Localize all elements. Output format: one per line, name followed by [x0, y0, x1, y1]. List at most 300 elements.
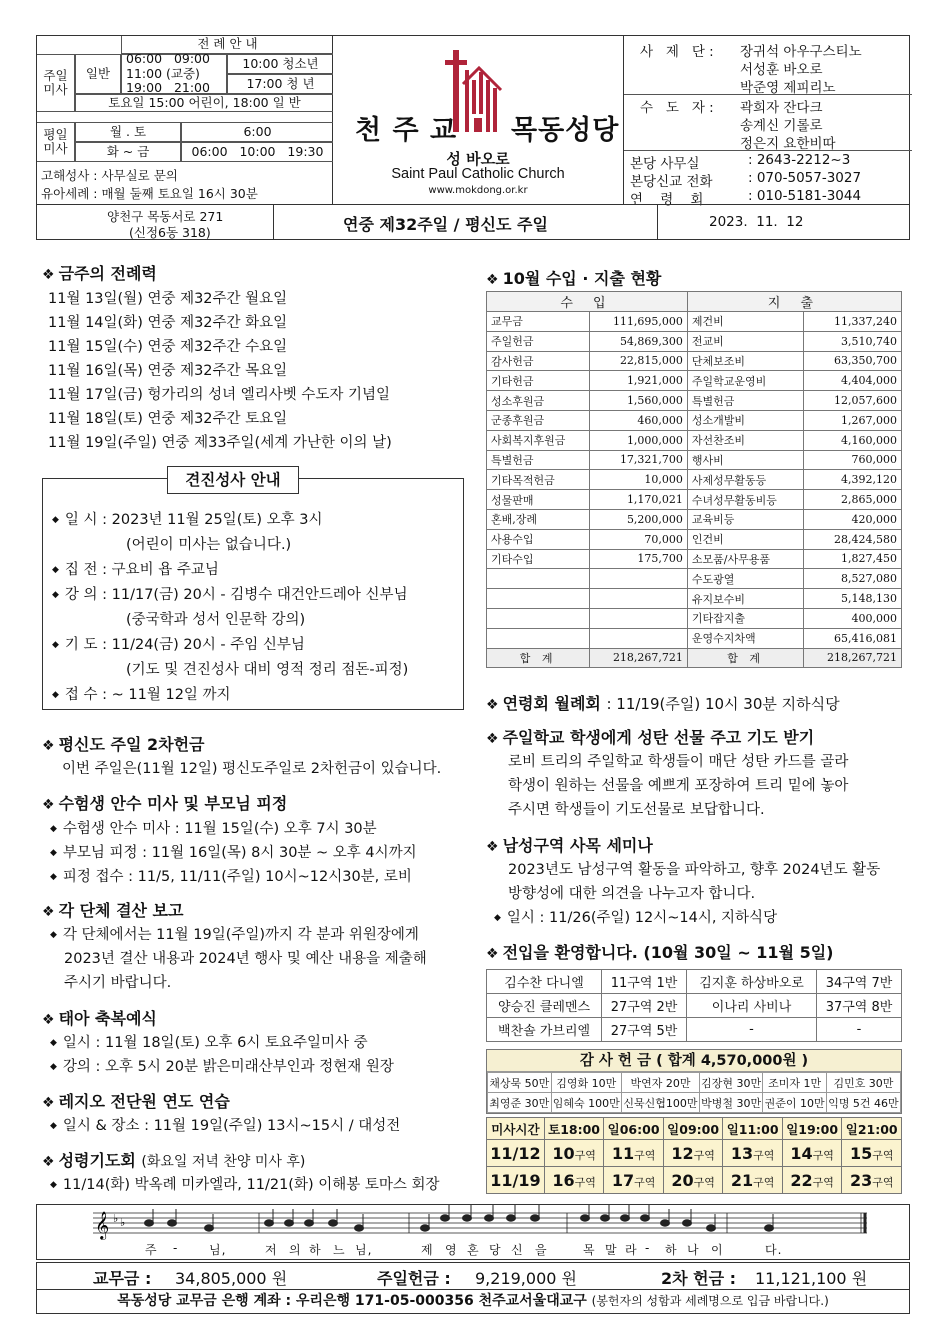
- mass-district: [663, 1140, 723, 1167]
- mass-district: [723, 1167, 783, 1194]
- thanks-donor: 익명 5건 46만: [826, 1093, 900, 1113]
- welcome-table: [486, 969, 902, 1042]
- lyric-syllable: 나: [687, 1243, 700, 1257]
- sunday-mass-label: 주일 미사: [37, 54, 75, 112]
- second-offering-value: 11,121,100 원: [755, 1269, 868, 1288]
- finance-item: 수도광열: [687, 569, 803, 589]
- finance-item: 단체보조비: [687, 351, 803, 371]
- settle-list-line: ◆ 각 단체에서는 11월 19일(주일)까지 각 분과 위원장에게: [50, 923, 419, 944]
- finance-amount: 54,869,300: [590, 331, 688, 351]
- thanks-donor: 최영준 30만: [488, 1093, 552, 1113]
- mass-time-header: 일09:00: [663, 1118, 723, 1140]
- note-head: [661, 1220, 670, 1226]
- church-patron: 성 바오로: [446, 150, 510, 168]
- finance-amount: 22,815,000: [590, 351, 688, 371]
- finance-item: 감사헌금: [487, 351, 590, 371]
- lyric-syllable: 느: [333, 1243, 346, 1257]
- lyric-syllable: -: [173, 1241, 179, 1255]
- infant-baptism-note: 유아세례 : 매월 둘째 토요일 16시 30분: [41, 186, 258, 201]
- lyric-syllable: -: [645, 1241, 651, 1255]
- finance-item: 군종후원금: [487, 410, 590, 430]
- young-adult-mass: 17:00 청 년: [227, 74, 333, 94]
- welcome-name: 김수찬 다니엘: [487, 970, 602, 994]
- diamond-icon: ❖: [486, 946, 499, 962]
- legion-title: [42, 1089, 230, 1112]
- ministry-label: 본당신교 전화: [630, 174, 713, 190]
- fetus-title-text: 태아 축복예식: [58, 1009, 157, 1028]
- welcome-district: 37구역 8반: [817, 994, 902, 1018]
- diamond-icon: ❖: [42, 904, 55, 920]
- federation-meeting-text: : 11/19(주일) 10시 30분 지하식당: [606, 695, 840, 713]
- office-phone: : 2643-2212~3: [748, 152, 851, 168]
- mass-district-unit: 구역: [872, 1175, 894, 1189]
- spirit-subtitle: (화요일 저녁 찬양 미사 후): [141, 1154, 306, 1170]
- confirm-list-line: ◆ 강 의 : 11/17(금) 20시 - 김병수 대건안드레아 신부님: [52, 583, 408, 604]
- thanks-donor: 김장현 30만: [699, 1073, 763, 1093]
- ministry-phone: : 070-5057-3027: [748, 170, 862, 186]
- note-head: [531, 1215, 540, 1221]
- finance-row: [487, 351, 902, 371]
- diamond-icon: ❖: [42, 1012, 55, 1028]
- liturgy-list-line: 11월 16일(목) 연중 제32주간 목요일: [48, 363, 288, 379]
- church-logo-block: [333, 36, 623, 204]
- note-head: [265, 1220, 274, 1226]
- finance-amount: 1,560,000: [590, 391, 688, 411]
- finance-item: 성소후원금: [487, 391, 590, 411]
- lyric-syllable: 혼: [467, 1243, 480, 1257]
- finance-item: 행사비: [687, 450, 803, 470]
- diamond-icon: ❖: [486, 697, 499, 713]
- finance-row: [487, 331, 902, 351]
- note-head: [683, 1220, 692, 1226]
- mass-district-number: 14: [790, 1143, 813, 1163]
- finance-item: 혼배,장례: [487, 509, 590, 529]
- address-line-2: (신정6동 318): [129, 225, 211, 240]
- mass-district-unit: 구역: [812, 1148, 834, 1162]
- finance-amount: [590, 608, 688, 628]
- mass-time-header: 일19:00: [782, 1118, 842, 1140]
- lyric-syllable: 이: [711, 1243, 724, 1257]
- staff-divider-2: [624, 150, 912, 151]
- liturgy-list-line: 11월 19일(주일) 연중 제33주일(세계 가난한 이의 날): [48, 435, 392, 451]
- bank-account: 목동성당 교무금 은행 계좌 : 우리은행 171-05-000356 천주교서울대교구: [117, 1293, 587, 1309]
- finance-amount: 400,000: [804, 608, 902, 628]
- finance-item: 성소개발비: [687, 410, 803, 430]
- thanks-donor: 박병철 30만: [699, 1093, 763, 1113]
- note-head: [205, 1225, 214, 1231]
- laity-text: 이번 주일은(11월 12일) 평신도주일로 2차헌금이 있습니다.: [62, 761, 442, 777]
- fetus-list-line: ◆ 일시 : 11월 18일(토) 오후 6시 토요주일미사 중: [50, 1031, 368, 1052]
- finance-amount: 460,000: [590, 410, 688, 430]
- thanks-donor: 김영화 10만: [551, 1073, 622, 1093]
- lyric-syllable: 하: [309, 1243, 322, 1257]
- seminar-list-line: 2023년도 남성구역 활동을 파악하고, 향후 2024년도 활동: [508, 862, 881, 878]
- welcome-district: 27구역 5반: [602, 1018, 687, 1042]
- mass-district-unit: 구역: [693, 1175, 715, 1189]
- bulletin-date: 2023. 11. 12: [709, 214, 804, 230]
- mass-district-number: 20: [671, 1170, 694, 1190]
- mass-district-number: 13: [730, 1143, 754, 1163]
- second-offering-label: 2차 헌금 :: [661, 1269, 737, 1288]
- treble-clef-icon: 𝄞: [95, 1211, 110, 1239]
- bank-account-row: [36, 1290, 910, 1314]
- finance-item: 자선찬조비: [687, 430, 803, 450]
- note-head: [145, 1220, 154, 1226]
- seminar-title-text: 남성구역 사목 세미나: [502, 836, 653, 855]
- finance-item: 인건비: [687, 529, 803, 549]
- income-header: 수 입: [487, 292, 688, 312]
- finance-item: 사제성무활동등: [687, 470, 803, 490]
- mass-guide-title: 전 례 안 내: [121, 36, 333, 54]
- legion-title-text: 레지오 전단원 연도 연습: [58, 1092, 230, 1111]
- laity-title: [42, 732, 204, 755]
- note-head: [441, 1215, 450, 1221]
- finance-amount: 1,267,000: [804, 410, 902, 430]
- expense-header: 지 출: [687, 292, 901, 312]
- mass-date: 11/12: [487, 1140, 545, 1167]
- weekday-row2-days: 화 ~ 금: [75, 142, 181, 162]
- bank-note: (봉헌자의 성함과 세례명으로 입금 바랍니다.): [591, 1294, 829, 1308]
- confirm-list-line: ◆ 기 도 : 11/24(금) 20시 - 주임 신부님: [52, 633, 305, 654]
- finance-item: [487, 628, 590, 648]
- thanks-offering-box: [486, 1049, 902, 1114]
- note-head: [601, 1215, 610, 1221]
- laity-title-text: 평신도 주일 2차헌금: [58, 735, 205, 754]
- note-head: [168, 1220, 177, 1226]
- address-line-1: 양천구 목동서로 271: [107, 209, 224, 224]
- finance-amount: 4,160,000: [804, 430, 902, 450]
- nun-1: 곽희자 잔다크: [740, 100, 823, 116]
- diamond-icon: ❖: [486, 272, 499, 288]
- mass-guide: [37, 36, 333, 204]
- mass-row: [487, 1167, 902, 1194]
- spirit-title-text: 성령기도회: [58, 1151, 136, 1170]
- diamond-icon: ❖: [486, 731, 499, 747]
- welcome-district: 27구역 2반: [602, 994, 687, 1018]
- mass-district-number: 23: [849, 1170, 873, 1190]
- settlement-title: [42, 898, 183, 921]
- note-head: [507, 1215, 516, 1221]
- dues-value: 34,805,000 원: [175, 1269, 288, 1288]
- finance-amount: 3,510,740: [804, 331, 902, 351]
- finance-amount: 111,695,000: [590, 312, 688, 332]
- confirm-list-line: (어린이 미사는 없습니다.): [126, 537, 292, 553]
- thanks-row: [488, 1093, 901, 1113]
- finance-amount: 11,337,240: [804, 312, 902, 332]
- finance-item: 교무금: [487, 312, 590, 332]
- finance-amount: 1,921,000: [590, 371, 688, 391]
- mass-district: [782, 1167, 842, 1194]
- mass-district-number: 17: [611, 1170, 635, 1190]
- finance-row: [487, 470, 902, 490]
- mass-district: [663, 1167, 723, 1194]
- finance-item: 소모품/사무용품: [687, 549, 803, 569]
- weekday-row2-times: 06:00 10:00 19:30: [181, 142, 333, 162]
- header-divider-left: [273, 205, 274, 240]
- sunday-times-1: 06:00 09:00: [126, 51, 210, 67]
- note-head: [329, 1220, 338, 1226]
- finance-amount: 1,827,450: [804, 549, 902, 569]
- exam-list-line: ◆ 수험생 안수 미사 : 11월 15일(수) 오후 7시 30분: [50, 817, 377, 838]
- mass-district-number: 15: [849, 1143, 873, 1163]
- fetus-list-line: ◆ 강의 : 오후 5시 20분 밝은미래산부인과 정현재 원장: [50, 1055, 394, 1076]
- liturgy-list-line: 11월 17일(금) 헝가리의 성녀 엘리사벳 수도자 기념일: [48, 387, 391, 403]
- lyric-syllable: 저: [265, 1243, 278, 1257]
- confirm-list-line: ◆ 접 수 : ~ 11월 12일 까지: [52, 683, 231, 704]
- finance-amount: 5,200,000: [590, 509, 688, 529]
- header-info-row: [37, 204, 909, 240]
- thanks-donor: 조미자 1만: [763, 1073, 827, 1093]
- church-name-part1: 천 주 교: [355, 115, 458, 146]
- liturgy-list-line: 11월 13일(월) 연중 제32주간 월요일: [48, 291, 288, 307]
- sunday-offering-label: 주일헌금 :: [377, 1269, 451, 1288]
- lyric-syllable: 영: [445, 1243, 458, 1257]
- exam-list-line: ◆ 부모님 피정 : 11월 16일(목) 8시 30분 ~ 오후 4시까지: [50, 841, 417, 862]
- diamond-icon: ❖: [486, 839, 499, 855]
- finance-item: 주일헌금: [487, 331, 590, 351]
- lyric-syllable: 님,: [355, 1243, 373, 1257]
- confirm-list-line: (중국학과 성서 인문학 강의): [126, 612, 306, 628]
- finance-row: [487, 589, 902, 609]
- welcome-row: [487, 1018, 902, 1042]
- note-head: [355, 1225, 364, 1231]
- thanks-table: [487, 1072, 901, 1113]
- office-label: 본당 사무실: [630, 156, 700, 172]
- welcome-row: [487, 994, 902, 1018]
- mass-district: [842, 1140, 902, 1167]
- lyric-syllable: 의: [289, 1243, 302, 1257]
- lyric-syllable: 말: [605, 1243, 618, 1257]
- general-label: 일반: [75, 54, 121, 94]
- weekday-row1-time: 6:00: [181, 122, 333, 142]
- nun-3: 정은지 요한비따: [740, 136, 836, 152]
- finance-amount: 65,416,081: [804, 628, 902, 648]
- diamond-icon: ❖: [42, 738, 55, 754]
- note-head: [707, 1225, 716, 1231]
- flat-icon: ♭: [120, 1216, 126, 1229]
- finance-amount: 760,000: [804, 450, 902, 470]
- legion-list-line: ◆ 일시 & 장소 : 11월 19일(주일) 13시~15시 / 대성전: [50, 1114, 400, 1135]
- finance-title: [486, 266, 661, 289]
- school-list-line: 주시면 학생들이 기도선물로 보답합니다.: [508, 802, 765, 818]
- settle-list-line: 2023년 결산 내용과 2024년 행사 및 예산 내용을 제출해: [64, 951, 427, 967]
- mass-district-unit: 구역: [812, 1175, 834, 1189]
- flat-icon: ♭: [113, 1212, 119, 1225]
- mass-district-unit: 구역: [634, 1175, 656, 1189]
- finance-amount: 1,000,000: [590, 430, 688, 450]
- confirm-list-line: ◆ 집 전 : 구요비 욥 주교님: [52, 558, 219, 579]
- priests-label: 사 제 단 :: [640, 44, 714, 60]
- mass-district-number: 10: [552, 1143, 575, 1163]
- finance-row: [487, 628, 902, 648]
- thanks-donor: 임혜숙 100만: [551, 1093, 622, 1113]
- welcome-row: [487, 970, 902, 994]
- mass-header-row: [487, 1118, 902, 1140]
- finance-item: 기타수입: [487, 549, 590, 569]
- mass-district-number: 16: [552, 1170, 575, 1190]
- finance-row: [487, 509, 902, 529]
- finance-item: 사회복지후원금: [487, 430, 590, 450]
- confirm-list-line: ◆ 일 시 : 2023년 11월 25일(토) 오후 3시: [52, 508, 322, 529]
- mass-district-number: 21: [730, 1170, 754, 1190]
- finance-row: [487, 312, 902, 332]
- finance-item: 수녀성무활동비등: [687, 490, 803, 510]
- finance-item: 기타목적헌금: [487, 470, 590, 490]
- sunday-times-3: 19:00 21:00: [126, 80, 210, 96]
- exam-title-text: 수험생 안수 미사 및 부모님 피정: [58, 794, 288, 813]
- lyric-syllable: 목: [583, 1243, 596, 1257]
- liturgy-list-line: 11월 15일(수) 연중 제32주간 수요일: [48, 339, 288, 355]
- expense-total: 218,267,721: [804, 648, 902, 668]
- finance-row: [487, 608, 902, 628]
- church-english-name: Saint Paul Catholic Church: [391, 166, 565, 182]
- diamond-icon: ❖: [42, 1095, 55, 1111]
- finance-amount: [590, 589, 688, 609]
- welcome-district: -: [817, 1018, 902, 1042]
- mass-district-unit: 구역: [693, 1148, 715, 1162]
- lyric-syllable: 을: [535, 1243, 548, 1257]
- youth-mass: 10:00 청소년: [227, 54, 333, 74]
- lyric-syllable: 다.: [765, 1243, 783, 1257]
- thanks-donor: 신묵신협100만: [622, 1093, 700, 1113]
- finance-amount: 420,000: [804, 509, 902, 529]
- liturgy-title-text: 금주의 전례력: [58, 264, 157, 283]
- note-head: [463, 1215, 472, 1221]
- offering-summary: [36, 1262, 910, 1290]
- mass-schedule-table: [486, 1117, 902, 1194]
- finance-amount: 175,700: [590, 549, 688, 569]
- nuns-label: 수 도 자 :: [640, 100, 714, 116]
- exam-title: [42, 791, 287, 814]
- welcome-name: 이나리 사비나: [687, 994, 817, 1018]
- school-list-line: 학생이 원하는 선물을 예쁘게 포장하여 트리 밑에 놓아: [508, 778, 849, 794]
- staff-divider-1: [624, 94, 912, 95]
- seminar-list-line: 방향성에 대한 의견을 나누고자 합니다.: [508, 886, 756, 902]
- federation-label: 연 령 회: [630, 192, 704, 208]
- finance-item: 제건비: [687, 312, 803, 332]
- lyric-syllable: 님,: [209, 1243, 227, 1257]
- weekday-row1-days: 월 . 토: [75, 122, 181, 142]
- diamond-icon: ❖: [42, 1154, 55, 1170]
- dues-label: 교무금 :: [93, 1269, 152, 1288]
- mass-date: 11/19: [487, 1167, 545, 1194]
- finance-row: [487, 529, 902, 549]
- note-head: [421, 1225, 430, 1231]
- welcome-title: [486, 940, 834, 963]
- finance-item: 성물판매: [487, 490, 590, 510]
- mass-district: [723, 1140, 783, 1167]
- mass-time-header: 미사시간: [487, 1118, 545, 1140]
- welcome-district: 11구역 1반: [602, 970, 687, 994]
- priest-1: 장귀석 아우구스티노: [740, 44, 862, 60]
- sunday-school-title: [486, 725, 814, 748]
- mass-time-header: 일06:00: [604, 1118, 664, 1140]
- mass-time-header: 토18:00: [544, 1118, 604, 1140]
- mass-district: [842, 1167, 902, 1194]
- finance-amount: 12,057,600: [804, 391, 902, 411]
- confirm-list-line: (기도 및 견진성사 대비 영적 정리 점돈-피정): [126, 662, 409, 678]
- welcome-title-text: 전입을 환영합니다. (10월 30일 ~ 11월 5일): [502, 943, 834, 962]
- lyric-syllable: 하: [665, 1243, 678, 1257]
- federation-phone: : 010-5181-3044: [748, 188, 862, 204]
- sunday-times: [121, 51, 227, 96]
- lyric-syllable: 라: [625, 1243, 638, 1257]
- school-list-line: 로비 트리의 주일학교 학생들이 매단 성탄 카드를 골라: [508, 754, 849, 770]
- liturgy-title: [42, 261, 157, 284]
- finance-amount: 10,000: [590, 470, 688, 490]
- finance-item: [487, 608, 590, 628]
- weekday-mass-label: 평일 미사: [37, 122, 75, 162]
- finance-row: [487, 549, 902, 569]
- finance-amount: 63,350,700: [804, 351, 902, 371]
- note-head: [641, 1215, 650, 1221]
- mass-time-header: 일21:00: [842, 1118, 902, 1140]
- finance-amount: 28,424,580: [804, 529, 902, 549]
- finance-row: [487, 490, 902, 510]
- finance-row: [487, 410, 902, 430]
- finance-amount: 1,170,021: [590, 490, 688, 510]
- mass-district-unit: 구역: [872, 1148, 894, 1162]
- priest-3: 박준영 제피리노: [740, 80, 836, 96]
- finance-amount: 2,865,000: [804, 490, 902, 510]
- finance-item: 운영수지차액: [687, 628, 803, 648]
- settlement-title-text: 각 단체 결산 보고: [58, 901, 184, 920]
- mass-district-number: 22: [790, 1170, 813, 1190]
- mass-district: [782, 1140, 842, 1167]
- thanks-donor: 김민호 30만: [826, 1073, 900, 1093]
- note-head: [765, 1225, 774, 1231]
- liturgy-list-line: 11월 18일(토) 연중 제32주간 토요일: [48, 411, 288, 427]
- welcome-name: 백찬솔 가브리엘: [487, 1018, 602, 1042]
- diamond-icon: ❖: [42, 797, 55, 813]
- confirmation-title: 견진성사 안내: [167, 466, 299, 494]
- note-head: [305, 1220, 314, 1226]
- finance-row: [487, 430, 902, 450]
- mass-district-unit: 구역: [634, 1148, 656, 1162]
- finance-item: 주일학교운영비: [687, 371, 803, 391]
- mass-district-number: 11: [611, 1143, 635, 1163]
- finance-item: 유지보수비: [687, 589, 803, 609]
- finance-row: [487, 569, 902, 589]
- music-score: [36, 1204, 910, 1260]
- saturday-note: 토요일 15:00 어린이, 18:00 일 반: [75, 94, 333, 112]
- finance-item: 특별헌금: [487, 450, 590, 470]
- mass-district: [604, 1167, 664, 1194]
- header-divider-right: [657, 205, 658, 240]
- mass-district-number: 12: [671, 1143, 694, 1163]
- sunday-offering-value: 9,219,000 원: [475, 1269, 577, 1288]
- income-total: 218,267,721: [590, 648, 688, 668]
- mass-district-unit: 구역: [574, 1175, 596, 1189]
- finance-total-row: [487, 648, 902, 668]
- mass-row: [487, 1140, 902, 1167]
- welcome-name: -: [687, 1018, 817, 1042]
- mass-district-unit: 구역: [753, 1175, 775, 1189]
- header: [36, 35, 910, 240]
- finance-item: 특별헌금: [687, 391, 803, 411]
- note-head: [485, 1215, 494, 1221]
- finance-item: 사용수입: [487, 529, 590, 549]
- diamond-icon: ❖: [42, 267, 55, 283]
- finance-item: 교육비등: [687, 509, 803, 529]
- note-head: [621, 1215, 630, 1221]
- finance-title-text: 10월 수입 · 지출 현황: [502, 269, 662, 288]
- finance-item: [487, 569, 590, 589]
- finance-amount: [590, 569, 688, 589]
- finance-item: [487, 589, 590, 609]
- thanks-title: 감 사 헌 금 ( 합계 4,570,000원 ): [487, 1050, 901, 1072]
- exam-list-line: ◆ 피정 접수 : 11/5, 11/11(주일) 10시~12시30분, 로비: [50, 865, 412, 886]
